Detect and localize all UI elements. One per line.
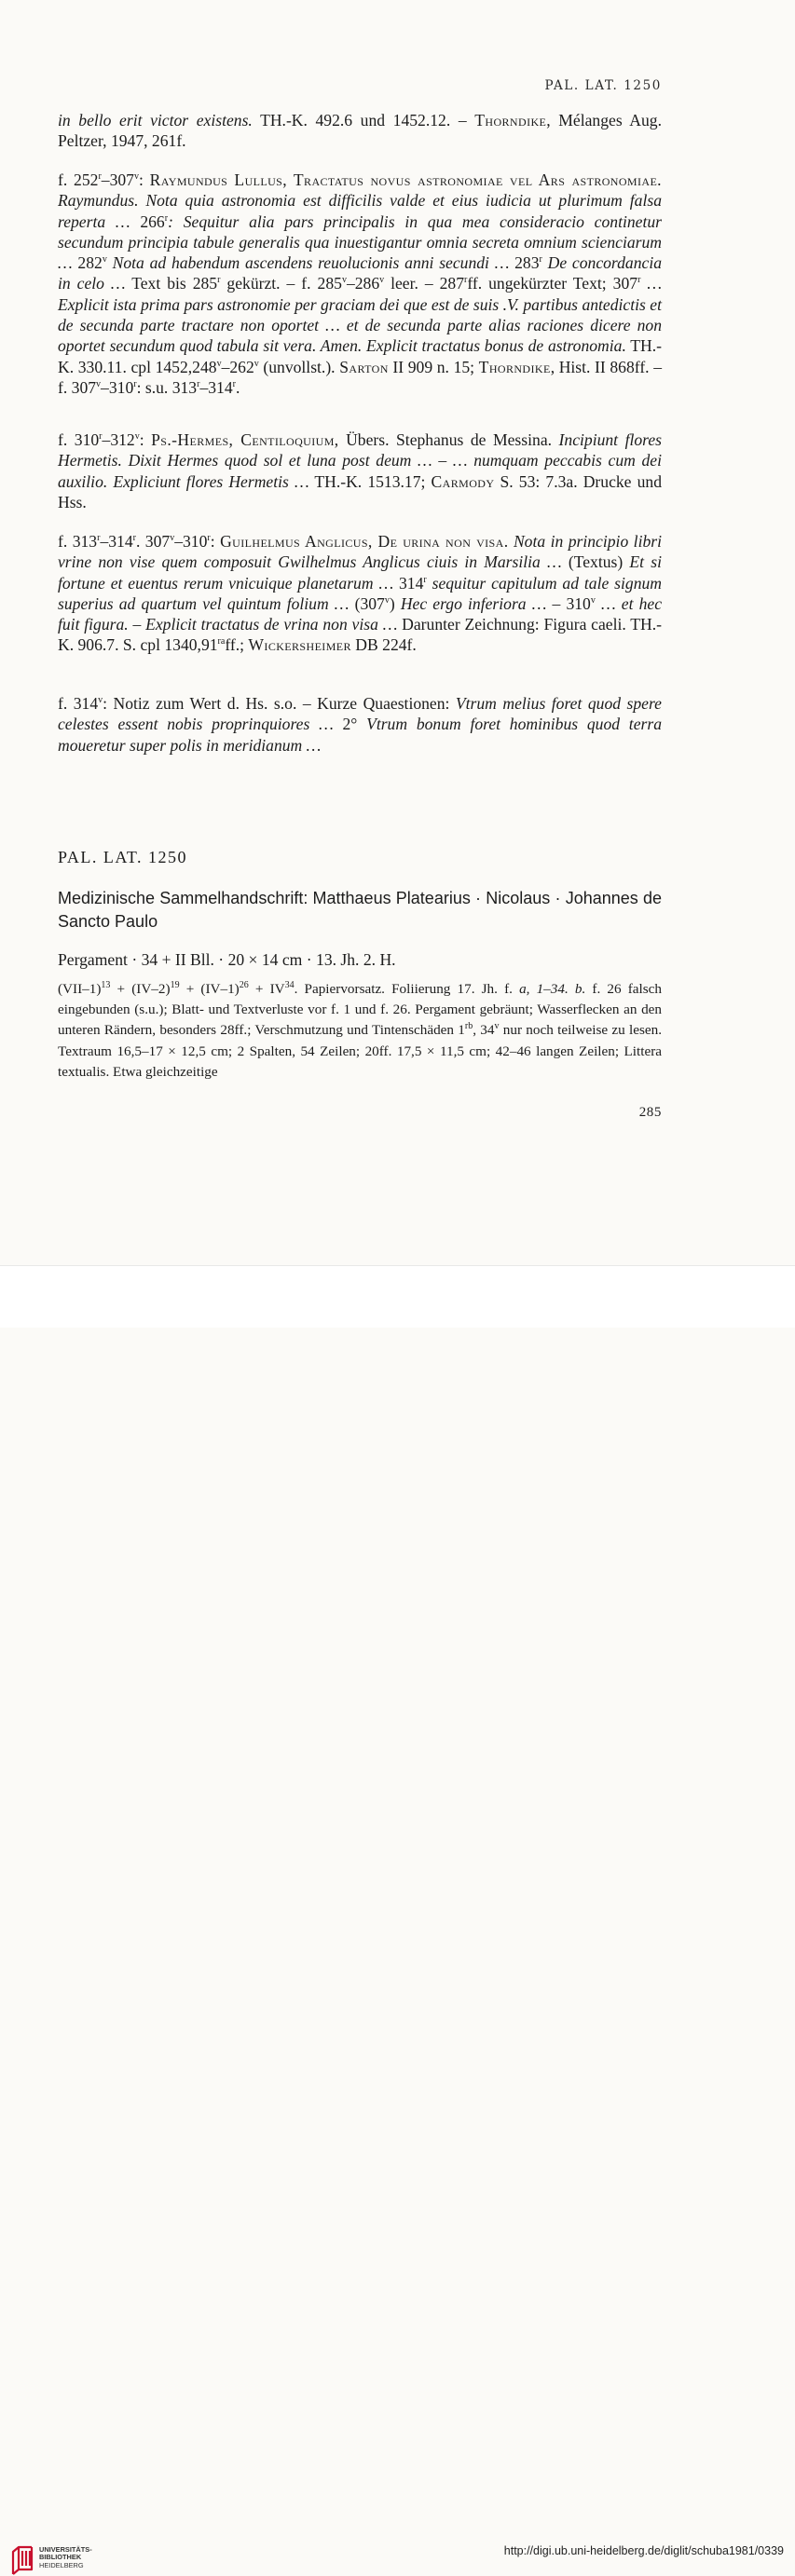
entry-notiz: f. 314$^v$: Notiz zum Wert d. Hs. s.o. – Kurze Quaestionen: Vtrum melius foret quod spere celestes essent nobis proprinquiores … 2° Vtrum bonum foret hominibus quod terra moueretur super polis in meridianum … — [58, 694, 662, 755]
library-logo-icon[interactable] — [10, 2544, 34, 2576]
entry-heading: Raymundus Lullus, Tractatus novus astronomiae vel Ars astronomiae. — [149, 170, 662, 189]
manuscript-description: $(VII-1)^{13} + (IV-2)^{19} + (IV-1)^{26} + IV^{34}$. Papiervorsatz. Foliierung 17. Jh. f. a, 1–34. b. f. 26 falsch eingebunden (s.u.); Blatt- und Textverluste vor f. 1 und f. 26. Pergament gebräunt; Wasserflecken an den unteren Rändern, besonders 28ff.; Verschmutzung und Tintenschäden $1^{rb}$, 34$^v$ nur noch teilweise zu lesen. Textraum 16,5–17 × 12,5 cm; 2 Spalten, 54 Zeilen; 20ff. 17,5 × 11,5 cm; 42–46 langen Zeilen; Littera textualis. Etwa gleichzeitige — [58, 979, 663, 1080]
manuscript-summary: Pergament · 34 + II Bll. · 20 × 14 cm · 13. Jh. 2. H. — [58, 950, 396, 969]
library-name[interactable]: UNIVERSITÄTS- BIBLIOTHEK HEIDELBERG — [39, 2545, 92, 2569]
permalink-url[interactable]: http://digi.ub.uni-heidelberg.de/diglit/schuba1981/0339 — [503, 2544, 784, 2557]
entry-heading: Ps.-Hermes, Centiloquium, — [151, 430, 339, 449]
entry-ps-hermes: f. 310$^r$–312$^v$: Ps.-Hermes, Centiloquium, Übers. Stephanus de Messina. Incipiunt flores Hermetis. Dixit Hermes quod sol et luna post deum … – … numquam peccabis cum dei auxilio. Expliciunt flores Hermetis … TH.-K. 1513.17; Carmody S. 53: 7.3a. Drucke und Hss. — [58, 430, 663, 511]
digitization-footer — [0, 1265, 795, 2569]
entry-raymundus-lullus: f. 252$^r$–307$^v$: Raymundus Lullus, Tractatus novus astronomiae vel Ars astronomiae. Raymundus. Nota quia astronomia est difficilis valde et eius iudicia ut plurimum falsa reperta … 266$^r$: Sequitur alia pars principalis in qua mea consideracio continetur secundum principia tabule generalis qua inuestigantur omnia secreta omnium scienciarum … 282$^v$ Nota ad habendum ascendens reuolucionis anni secundi … 283$^r$ De concordancia in celo … Text bis 285$^r$ gekürzt. – f. 285$^v$–286$^v$ leer. – 287$^r$ff. ungekürzter Text; 307$^r$ … Explicit ista prima pars astronomie per graciam dei que est de suis .V. partibus antedictis et de secunda parte tractare non oportet … et de secunda parte alias raciones dicere non oportet secundum quod tabula sit vera. Amen. Explicit tractatus bonus de astronomia. TH.-K. 330.11. cpl 1452,248$^v$–262$^v$ (unvollst.). Sarton II 909 n. 15; Thorndike, Hist. II 868ff. – f. 307$^v$–310$^r$: s.u. 313$^r$–314$^r$. — [58, 170, 663, 397]
entry-guilhelmus-anglicus: f. 313$^r$–314$^r$. 307$^v$–310$^r$: Guilhelmus Anglicus, De urina non visa. Nota in principio libri vrine non vise quem composuit Gwilhelmus Anglicus ciuis in Marsilia … (Textus) Et si fortune et euentus rerum vnicuique planetarum … 314$^r$ sequitur capitulum ad tale signum superius ad quartum vel quintum folium … (307$^v$) Hec ergo inferiora … – 310$^v$ … et hec fuit figura. – Explicit tractatus de vrina non visa … Darunter Zeichnung: Figura caeli. TH.-K. 906.7. S. cpl $1340,91^{ra}ff$.; Wickersheimer DB 224f. — [58, 532, 663, 655]
book-page — [0, 0, 795, 1265]
section-label: PAL. LAT. 1250 — [58, 848, 188, 866]
entry-heading: Guilhelmus Anglicus, De urina non visa. — [220, 532, 509, 551]
page-number: 285 — [638, 1105, 662, 1120]
manuscript-title: Medizinische Sammelhandschrift: Matthaeus Platearius · Nicolaus · Johannes de Sancto Paulo — [58, 889, 662, 931]
entry-continuation: in bello erit victor existens. TH.-K. 492.6 und 1452.12. – Thorndike, Mélanges Aug. Peltzer, 1947, 261f. — [58, 111, 662, 151]
running-head: PAL. LAT. 1250 — [544, 78, 662, 93]
